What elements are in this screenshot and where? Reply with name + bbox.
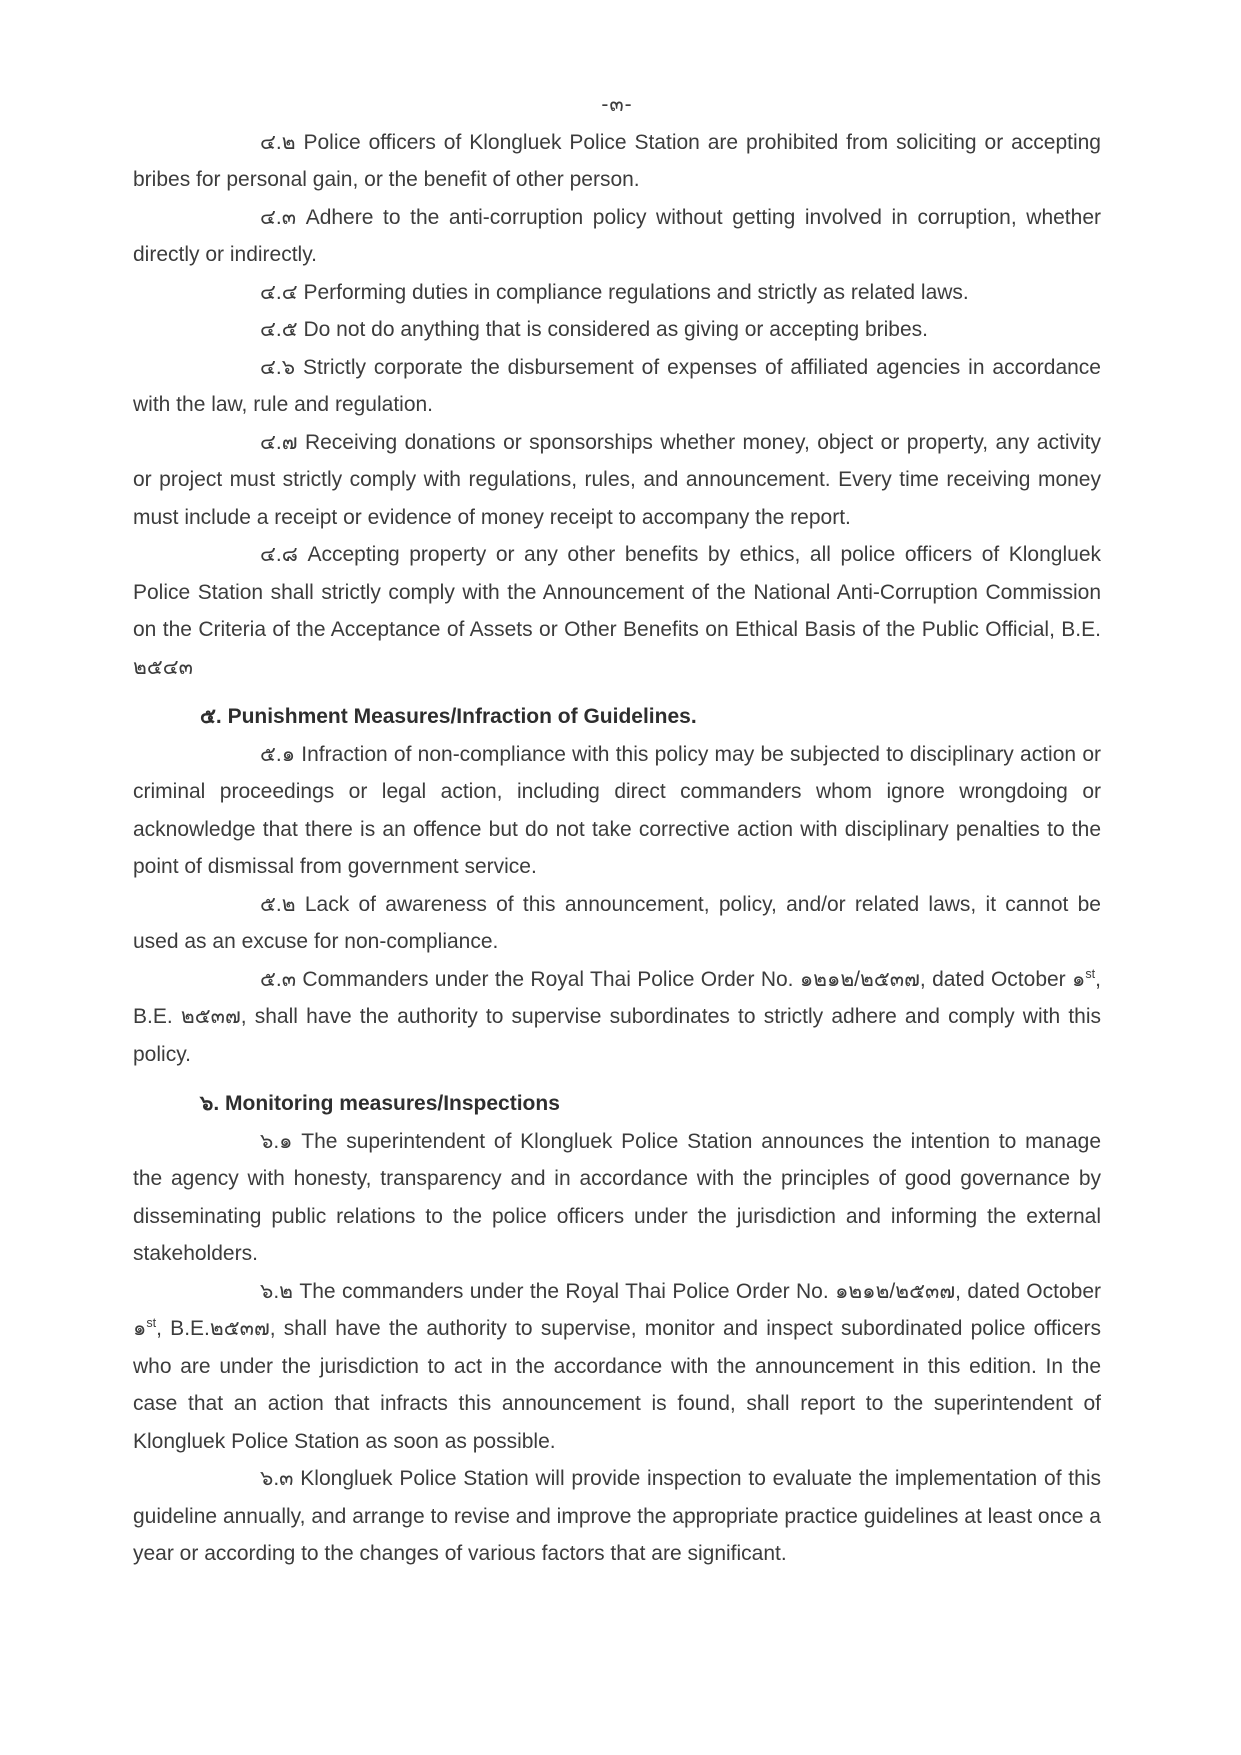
clause-4-3: ๔.๓ Adhere to the anti-corruption policy without getting involved in corruption, whether directly or indirectly. — [133, 205, 1101, 266]
clause-4-8: ๔.๘ Accepting property or any other benefits by ethics, all police officers of Klongluek Police Station shall strictly comply with the Announcement of the National Anti-Corruption Commission on the Criteria of the Acceptance of Assets or Other Benefits on Ethical Basis of the Public Official, B.E. ๒๕๔๓ — [133, 543, 1101, 679]
clause-4-7: ๔.๗ Receiving donations or sponsorships whether money, object or property, any activity or project must strictly comply with regulations, rules, and announcement. Every time receiving money must include a receipt or evidence of money receipt to accompany the report. — [133, 430, 1101, 529]
clause-5-3-text: ๕.๓ Commanders under the Royal Thai Police Order No. ๑๒๑๒/๒๕๓๗, dated October ๑ — [260, 967, 1086, 991]
clause-6-2 — [133, 1273, 1101, 1461]
clause-5-3 — [133, 961, 1101, 1074]
clause-5-1: ๕.๑ Infraction of non-compliance with this policy may be subjected to disciplinary action or criminal proceedings or legal action, including direct commanders whom ignore wrongdoing or acknowledge that there is an offence but do not take corrective action with disciplinary penalties to the point of dismissal from government service. — [133, 742, 1101, 878]
clause-6-1: ๖.๑ The superintendent of Klongluek Police Station announces the intention to manage the agency with honesty, transparency and in accordance with the principles of good governance by disseminating public relations to the police officers under the jurisdiction and informing the external stakeholders. — [133, 1129, 1101, 1265]
clause-5-2: ๕.๒ Lack of awareness of this announcement, policy, and/or related laws, it cannot be used as an excuse for non-compliance. — [133, 892, 1101, 953]
ordinal-superscript: st — [1085, 966, 1096, 981]
clause-4-5: ๔.๕ Do not do anything that is considered as giving or accepting bribes. — [260, 318, 929, 341]
clause-5-3-text-cont: , B.E. ๒๕๓๗, shall have the authority to supervise subordinates to strictly adhere and comply with this policy. — [133, 967, 1101, 1066]
clause-4-6: ๔.๖ Strictly corporate the disbursement of expenses of affiliated agencies in accordance with the law, rule and regulation. — [133, 355, 1101, 416]
ordinal-superscript: st — [146, 1316, 157, 1330]
section-heading-6: ๖. Monitoring measures/Inspections — [200, 1092, 560, 1115]
clause-6-3: ๖.๓ Klongluek Police Station will provide inspection to evaluate the implementation of this guideline annually, and arrange to revise and improve the appropriate practice guidelines at least once a year or according to the changes of various factors that are significant. — [133, 1467, 1101, 1565]
clause-4-2: ๔.๒ Police officers of Klongluek Police Station are prohibited from soliciting or accepting bribes for personal gain, or the benefit of other person. — [133, 130, 1101, 191]
clause-4-4: ๔.๔ Performing duties in compliance regulations and strictly as related laws. — [260, 280, 969, 304]
page-number: -๓- — [601, 93, 633, 116]
clause-6-2-text-cont: , B.E.๒๕๓๗, shall have the authority to supervise, monitor and inspect subordinated police officers who are under the jurisdiction to act in the accordance with the announcement in this edition. In the case that an action that infracts this announcement is found, shall report to the superintendent of Klongluek Police Station as soon as possible. — [133, 1317, 1101, 1453]
section-heading-5: ๕. Punishment Measures/Infraction of Guidelines. — [200, 705, 697, 728]
clause-6-2-text: ๖.๒ The commanders under the Royal Thai Police Order No. ๑๒๑๒/๒๕๓๗, dated October ๑ — [133, 1279, 1101, 1340]
